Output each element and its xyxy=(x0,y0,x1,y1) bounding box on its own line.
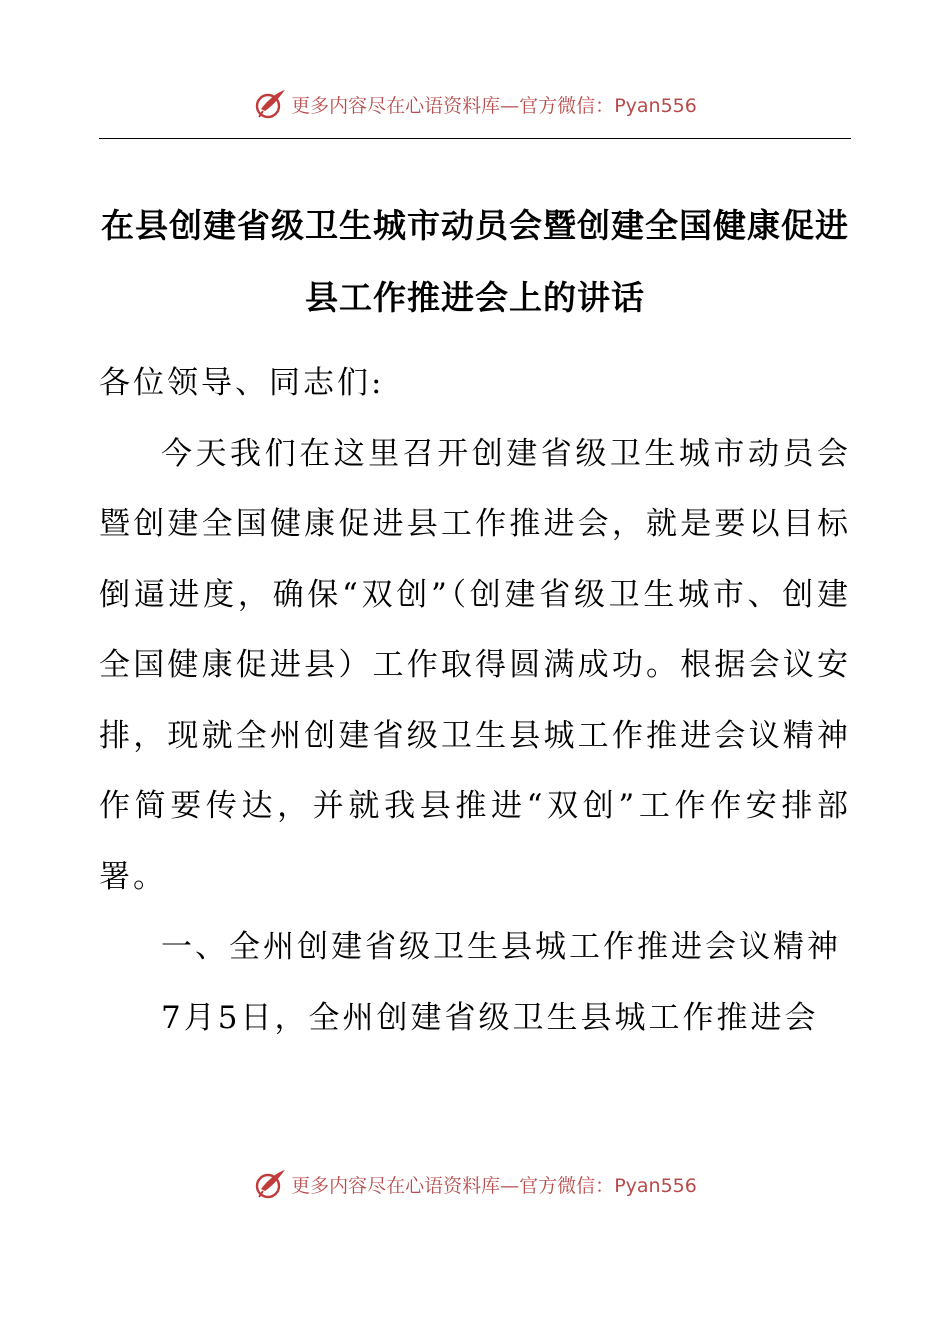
watermark-text xyxy=(291,1171,697,1198)
salutation: 各位领导、同志们: xyxy=(99,365,385,401)
paragraph-intro: 今天我们在这里召开创建省级卫生城市动员会暨创建全国健康促进县工作推进会，就是要以目标倒逼进度，确保“双创”（创建省级卫生城市、创建全国健康促进县）工作取得圆满成功。根据会议安排，现就全州创建省级卫生县城工作推进会议精神作简要传达，并就我县推进“双创”工作作安排部署。 xyxy=(99,435,851,895)
footer-watermark xyxy=(0,1164,950,1204)
watermark-main: 更多内容尽在心语资料库 xyxy=(291,94,501,117)
paragraph-section-1: 7月5日，全州创建省级卫生县城工作推进会 xyxy=(161,999,819,1036)
header-watermark xyxy=(0,84,950,124)
quill-pen-logo-icon xyxy=(253,87,287,121)
document-body xyxy=(99,348,851,1053)
quill-pen-logo-icon xyxy=(253,1167,287,1201)
watermark-wechat-label: 官方微信： xyxy=(519,1174,615,1197)
watermark-wechat-label: 官方微信： xyxy=(519,94,615,117)
watermark-main: 更多内容尽在心语资料库 xyxy=(291,1174,501,1197)
watermark-wechat-id: Pyan556 xyxy=(614,94,697,117)
watermark-wechat-id: Pyan556 xyxy=(614,1174,697,1197)
watermark-separator: — xyxy=(500,94,520,117)
watermark-separator: — xyxy=(500,1174,520,1197)
header-divider xyxy=(99,138,851,139)
section-heading-1: 一、全州创建省级卫生县城工作推进会议精神 xyxy=(161,929,841,965)
document-title: 在县创建省级卫生城市动员会暨创建全国健康促进县工作推进会上的讲话 xyxy=(101,206,849,317)
watermark-text xyxy=(291,91,697,118)
